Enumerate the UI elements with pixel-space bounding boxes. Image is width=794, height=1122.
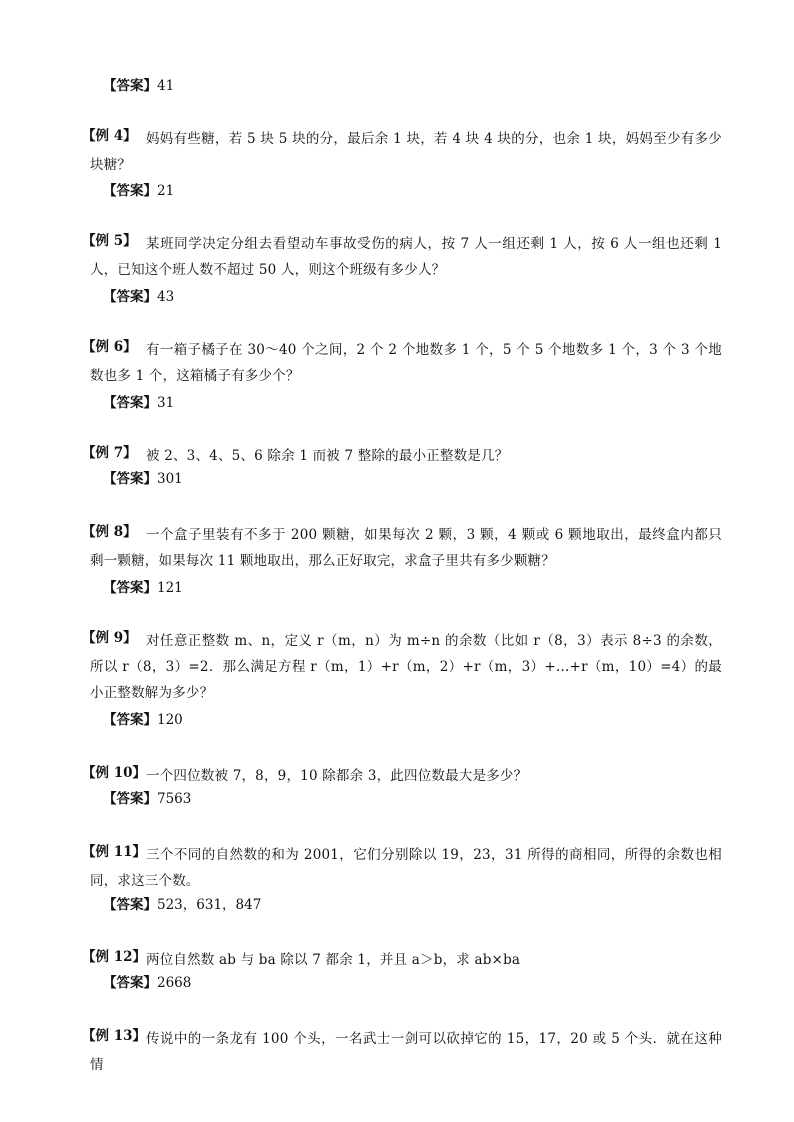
answer-line xyxy=(103,789,191,809)
answer-value: 2668 xyxy=(157,975,192,991)
answer-line xyxy=(103,469,183,489)
example-question: 妈妈有些糖，若 5 块 5 块的分，最后余 1 块，若 4 块 4 块的分，也余 1 块，妈妈至少有多少块糖？ xyxy=(90,131,722,173)
answer-line xyxy=(103,181,174,201)
example-11 xyxy=(82,842,722,894)
answer-line xyxy=(103,578,183,598)
example-question: 一个盒子里装有不多于 200 颗糖，如果每次 2 颗，3 颗，4 颗或 6 颗地取出，最终盒内都只剩一颗糖，如果每次 11 颗地取出，那么正好取完，求盒子里共有多少颗糖？ xyxy=(90,527,722,569)
example-question: 传说中的一条龙有 100 个头，一名武士一剑可以砍掉它的 15，17，20 或 5 个头．就在这种情 xyxy=(90,1031,722,1073)
example-label: 【例 5】 xyxy=(82,233,137,249)
answer-value: 21 xyxy=(157,183,175,199)
example-4 xyxy=(82,126,722,178)
answer-label: 【答案】 xyxy=(103,183,157,199)
example-label: 【例 6】 xyxy=(82,339,137,355)
example-12 xyxy=(82,947,722,973)
answer-value: 43 xyxy=(157,289,175,305)
example-label: 【例 9】 xyxy=(82,630,137,646)
example-9 xyxy=(82,628,722,706)
example-question: 对任意正整数 m、n，定义 r（m，n）为 m÷n 的余数（比如 r（8，3）表示 8÷3 的余数，所以 r（8，3）=2．那么满足方程 r（m，1）+r（m，2）+r（m，3）+…+r（m，10）=4）的最小正整数解为多少？ xyxy=(90,633,722,701)
example-label: 【例 7】 xyxy=(82,445,137,461)
example-label: 【例 13】 xyxy=(82,1028,146,1044)
answer-line xyxy=(103,393,174,413)
example-question: 某班同学决定分组去看望动车事故受伤的病人，按 7 人一组还剩 1 人，按 6 人一组也还剩 1 人，已知这个班人数不超过 50 人，则这个班级有多少人？ xyxy=(90,236,722,278)
example-7 xyxy=(82,443,722,469)
answer-value: 7563 xyxy=(157,791,192,807)
answer-label: 【答案】 xyxy=(103,897,157,913)
answer-value: 301 xyxy=(157,471,183,487)
example-5 xyxy=(82,231,722,283)
answer-value: 121 xyxy=(157,580,183,596)
example-10 xyxy=(82,763,722,789)
answer-value: 41 xyxy=(157,78,175,94)
answer-line xyxy=(103,973,191,993)
answer-value: 523，631，847 xyxy=(157,897,262,913)
answer-label: 【答案】 xyxy=(103,791,157,807)
answer-label: 【答案】 xyxy=(103,395,157,411)
example-question: 两位自然数 ab 与 ba 除以 7 都余 1，并且 a＞b，求 ab×ba xyxy=(146,952,521,968)
example-6 xyxy=(82,337,722,389)
answer-label: 【答案】 xyxy=(103,712,157,728)
example-label: 【例 8】 xyxy=(82,524,137,540)
answer-label: 【答案】 xyxy=(103,975,157,991)
example-label: 【例 12】 xyxy=(82,949,146,965)
answer-label: 【答案】 xyxy=(103,78,157,94)
answer-label: 【答案】 xyxy=(103,580,157,596)
answer-line xyxy=(103,287,174,307)
answer-line-top xyxy=(103,76,174,96)
example-question: 被 2、3、4、5、6 除余 1 而被 7 整除的最小正整数是几？ xyxy=(146,448,509,464)
answer-value: 120 xyxy=(157,712,183,728)
answer-line xyxy=(103,710,183,730)
answer-line xyxy=(103,895,261,915)
example-question: 三个不同的自然数的和为 2001，它们分别除以 19，23，31 所得的商相同，所得的余数也相同，求这三个数。 xyxy=(90,847,722,889)
example-13 xyxy=(82,1026,722,1078)
example-label: 【例 10】 xyxy=(82,765,146,781)
example-label: 【例 11】 xyxy=(82,844,146,860)
answer-value: 31 xyxy=(157,395,175,411)
answer-label: 【答案】 xyxy=(103,289,157,305)
example-8 xyxy=(82,522,722,574)
example-question: 有一箱子橘子在 30～40 个之间，2 个 2 个地数多 1 个，5 个 5 个地数多 1 个，3 个 3 个地数也多 1 个，这箱橘子有多少个？ xyxy=(90,342,722,384)
example-question: 一个四位数被 7，8，9，10 除都余 3，此四位数最大是多少？ xyxy=(146,768,528,784)
example-label: 【例 4】 xyxy=(82,128,137,144)
answer-label: 【答案】 xyxy=(103,471,157,487)
